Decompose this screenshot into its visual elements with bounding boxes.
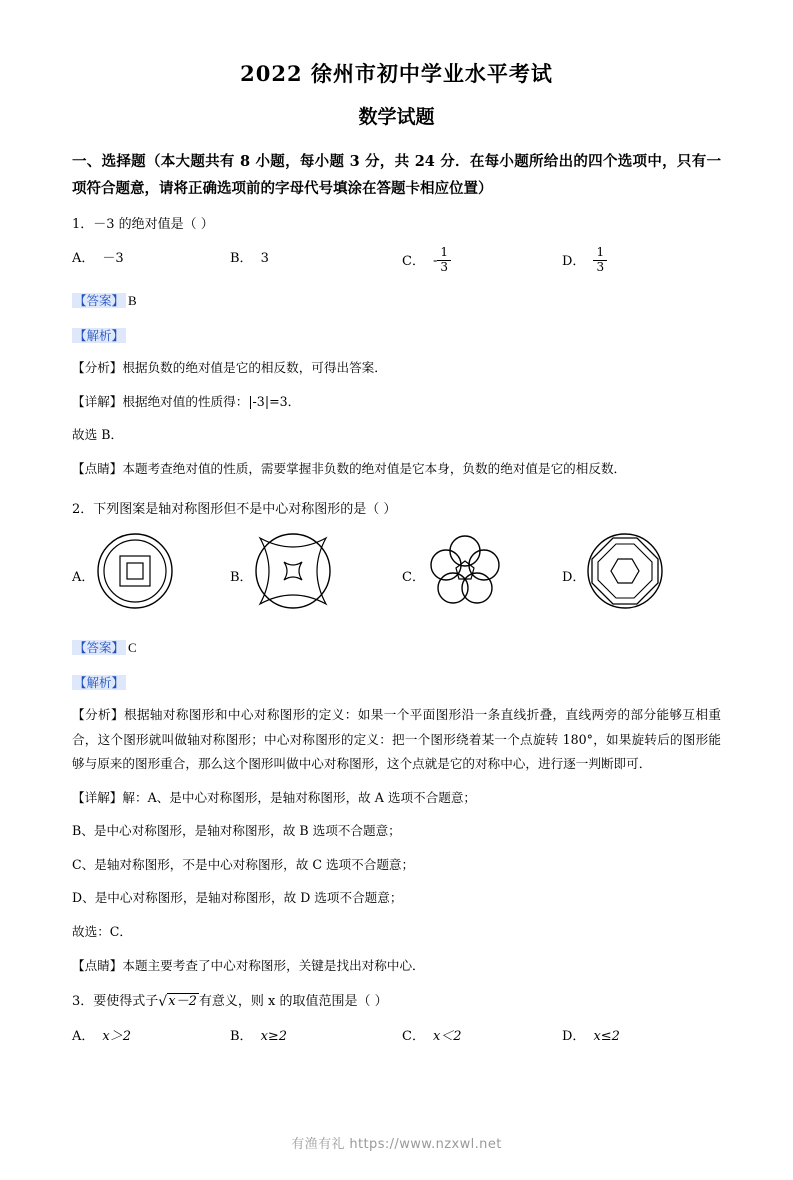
question-2-xiangjie-line-1: 【详解】解：A、是中心对称图形，是轴对称图形，故 A 选项不合题意； — [72, 789, 477, 805]
dianjing-text: 本题主要考查了中心对称图形，关键是找出对称中心． — [122, 957, 425, 973]
question-3-stem-suffix: 有意义，则 x 的取值范围是（ ） — [198, 994, 388, 1010]
question-2-xiangjie-line-4: D、是中心对称图形，是轴对称图形，故 D 选项不合题意； — [72, 890, 403, 906]
option-text: －3 — [102, 251, 124, 267]
option-text: 3 — [260, 251, 269, 267]
answer-tag: 【答案】 — [74, 293, 125, 309]
flower-five-petal-icon — [426, 532, 504, 615]
option-label: A． — [72, 570, 95, 586]
option-label: B． — [230, 251, 253, 267]
octagon-hexagon-icon — [586, 532, 664, 615]
question-1-conclusion: 故选 B． — [72, 427, 124, 443]
option-label: A． — [72, 251, 95, 267]
option-label: C． — [402, 1028, 425, 1044]
question-1-dianjing — [72, 457, 721, 482]
question-2-xiangjie-line-2: B、是中心对称图形，是轴对称图形，故 B 选项不合题意； — [72, 823, 401, 839]
analysis-tag: 【解析】 — [74, 674, 125, 690]
option-label: B． — [230, 1028, 253, 1044]
fraction-numerator: 1 — [440, 245, 448, 260]
option-label: B． — [230, 570, 253, 586]
question-1-answer — [72, 289, 721, 313]
fenxi-text: 根据轴对称图形和中心对称图形的定义：如果一个平面图形沿一条直线折叠，直线两旁的部分能够互相重合，这个图形就叫做轴对称图形；中心对称图形的定义：把一个图形绕着某一个点旋转 180°，如果旋转后的图形能够与原来的图形重合，那么这个图形叫做中心对称图形，这个点就是它的对称中心，进行逐一判断即可． — [72, 707, 722, 772]
answer-value: C — [128, 640, 137, 656]
option-text: x≤2 — [593, 1028, 620, 1044]
option-3-c[interactable] — [402, 1025, 462, 1044]
question-2-options — [72, 532, 721, 624]
radicand: x－2 — [168, 994, 197, 1010]
question-2-xiangjie-line-3: C、是轴对称图形，不是中心对称图形，故 C 选项不合题意； — [72, 856, 415, 872]
fenxi-tag: 【分析】 — [72, 360, 123, 376]
dianjing-text: 本题考查绝对值的性质，需要掌握非负数的绝对值是它本身，负数的绝对值是它的相反数． — [122, 460, 627, 476]
option-label: C． — [402, 253, 425, 269]
page-title: 2022 徐州市初中学业水平考试 — [240, 61, 553, 86]
fraction-denominator: 3 — [593, 260, 607, 274]
question-2-conclusion: 故选：C． — [72, 924, 133, 940]
question-3-options — [72, 1021, 721, 1045]
xiangjie-text: 根据绝对值的性质得：|-3|=3． — [122, 393, 301, 409]
fraction-one-third — [437, 246, 451, 274]
option-1-c[interactable] — [402, 247, 451, 275]
fraction-numerator: 1 — [596, 245, 605, 260]
fenxi-text: 根据负数的绝对值是它的相反数，可得出答案． — [122, 360, 387, 376]
option-minus: - — [432, 253, 438, 269]
question-2-analysis-tag — [72, 672, 721, 695]
circle-square-emblem-icon — [96, 532, 174, 615]
option-1-d[interactable] — [562, 247, 607, 275]
xiangjie-tag: 【详解】 — [72, 393, 123, 409]
question-1-xiangjie — [72, 390, 721, 415]
sqrt-icon — [158, 990, 199, 1015]
option-label: D． — [562, 253, 586, 269]
option-label: D． — [562, 1028, 586, 1044]
question-2-fenxi — [72, 703, 721, 777]
question-1-options — [72, 243, 721, 277]
option-1-a[interactable] — [72, 247, 124, 266]
question-2-stem: 2．下列图案是轴对称图形但不是中心对称图形的是（ ） — [72, 501, 397, 517]
option-label: C． — [402, 570, 425, 586]
footer-watermark: 有渔有礼 https://www.nzxwl.net — [291, 1137, 502, 1152]
analysis-tag: 【解析】 — [74, 327, 125, 343]
concave-star-square-icon — [254, 532, 332, 615]
option-3-d[interactable] — [562, 1025, 620, 1044]
answer-tag: 【答案】 — [74, 640, 125, 656]
section-heading: 一、选择题（本大题共有 8 小题，每小题 3 分，共 24 分．在每小题所给出的四个选项中，只有一项符合题意，请将正确选项前的字母代号填涂在答题卡相应位置） — [72, 153, 721, 197]
question-1-fenxi — [72, 356, 721, 381]
option-label: A． — [72, 1028, 95, 1044]
document-page — [0, 58, 793, 1180]
answer-value: B — [128, 293, 137, 309]
option-3-b[interactable] — [230, 1025, 287, 1044]
question-2-answer — [72, 636, 721, 660]
question-2-dianjing — [72, 954, 721, 979]
question-3-stem-prefix: 3．要使得式子 — [72, 994, 159, 1010]
dianjing-tag: 【点睛】 — [72, 460, 123, 476]
option-text: x≥2 — [260, 1028, 288, 1044]
dianjing-tag: 【点睛】 — [72, 957, 123, 973]
option-text: x＜2 — [432, 1028, 462, 1044]
question-1-stem: 1．－3 的绝对值是（ ） — [72, 216, 214, 232]
fraction-denominator: 3 — [437, 260, 451, 274]
question-3-stem — [72, 990, 721, 1015]
fenxi-tag: 【分析】 — [72, 707, 124, 723]
question-1-analysis-tag — [72, 325, 721, 348]
option-1-b[interactable] — [230, 247, 269, 266]
option-3-a[interactable] — [72, 1025, 131, 1044]
option-text: x＞2 — [102, 1028, 131, 1044]
page-subtitle: 数学试题 — [358, 106, 435, 128]
fraction-one-third — [593, 246, 607, 274]
option-label: D． — [562, 570, 586, 586]
